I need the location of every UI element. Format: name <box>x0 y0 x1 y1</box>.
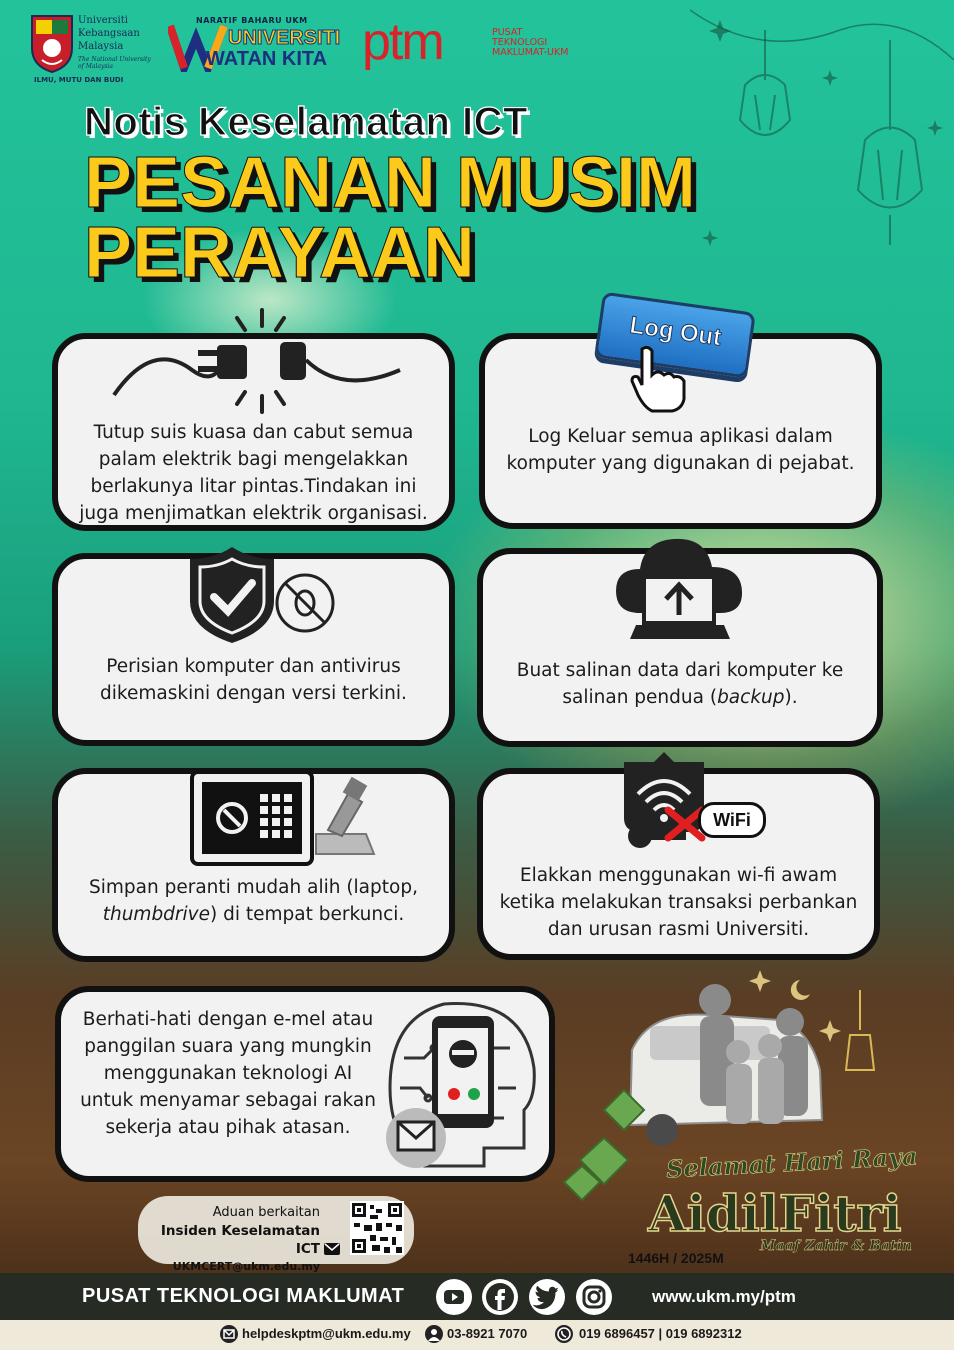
ai-scam-phone-icon <box>384 998 540 1170</box>
greeting-maaf: Maaf Zahir & Batin <box>760 1238 912 1254</box>
ukm-subtitle: The National University of Malaysia <box>78 56 151 70</box>
email-small-icon <box>324 1243 340 1255</box>
uwk-line1: UNIVERSITI <box>228 27 341 49</box>
footer-whatsapp[interactable]: 019 6896457 | 019 6892312 <box>579 1326 742 1341</box>
safe-thumbdrive-icon <box>190 764 380 868</box>
footer-website[interactable]: www.ukm.my/ptm <box>652 1287 796 1306</box>
shield-check-icon <box>190 545 340 645</box>
report-line1: Aduan berkaitan <box>212 1205 320 1220</box>
notice-label: Notis Keselamatan ICT <box>84 100 528 144</box>
cloud-upload-laptop-icon <box>616 533 744 643</box>
youtube-icon[interactable] <box>436 1279 472 1315</box>
ptm-fullname: PUSAT TEKNOLOGI MAKLUMAT-UKM <box>492 27 569 58</box>
footer-email[interactable]: helpdeskptm@ukm.edu.my <box>242 1326 411 1341</box>
card-wifi-text: Elakkan menggunakan wi-fi awam ketika melakukan transaksi perbankan dan urusan rasmi Universiti. <box>499 865 858 940</box>
ukm-motto: ILMU, MUTU DAN BUDI <box>34 76 124 84</box>
log-out-button: Log Out <box>594 292 756 379</box>
uwk-line2: WATAN KITA <box>206 48 328 70</box>
card-device-text: Simpan peranti mudah alih (laptop, thumbdrive) di tempat berkunci. <box>89 877 418 925</box>
greeting-name: AidilFitri <box>648 1184 902 1243</box>
card-ai-text: Berhati-hati dengan e-mel atau panggilan suara yang mungkin menggunakan teknologi AI untuk menyamar sebagai rakan sekerja atau pihak atasan. <box>80 1009 376 1138</box>
card-antivirus-text: Perisian komputer dan antivirus dikemaskini dengan versi terkini. <box>100 656 407 704</box>
card-power-text: Tutup suis kuasa dan cabut semua palam elektrik bagi mengelakkan berlakunya litar pintas.Tindakan ini juga menjimatkan elektrik organisasi. <box>79 422 428 524</box>
unplug-icon <box>112 300 402 415</box>
ukm-crest-icon <box>30 14 74 74</box>
greeting-script: Selamat Hari Raya <box>665 1141 919 1184</box>
facebook-icon[interactable] <box>482 1279 518 1315</box>
twitter-icon[interactable] <box>529 1279 565 1315</box>
report-text <box>148 1204 320 1276</box>
naratif-label: NARATIF BAHARU UKM <box>196 16 308 25</box>
instagram-icon[interactable] <box>576 1279 612 1315</box>
wifi-badge: WiFi <box>698 802 766 838</box>
qr-code-icon[interactable] <box>350 1201 404 1255</box>
footer-title: PUSAT TEKNOLOGI MAKLUMAT <box>82 1285 405 1307</box>
ukm-name: Universiti Kebangsaan Malaysia <box>78 15 140 52</box>
page-title: PESANAN MUSIM PERAYAAN <box>84 143 697 293</box>
whatsapp-icon <box>555 1325 573 1343</box>
greeting-year: 1446H / 2025M <box>628 1250 724 1266</box>
hand-cursor-icon <box>628 345 692 413</box>
card-backup-text: Buat salinan data dari komputer ke salinan pendua (backup). <box>516 660 844 708</box>
ptm-logo: ptm <box>362 13 443 71</box>
card-logout-text: Log Keluar semua aplikasi dalam komputer yang digunakan di pejabat. <box>506 426 855 474</box>
phone-icon <box>425 1325 443 1343</box>
report-email: UKMCERT@ukm.edu.my <box>172 1260 320 1273</box>
email-icon <box>220 1325 238 1343</box>
footer-phone[interactable]: 03-8921 7070 <box>447 1326 528 1341</box>
report-line2: Insiden Keselamatan ICT <box>160 1223 320 1257</box>
